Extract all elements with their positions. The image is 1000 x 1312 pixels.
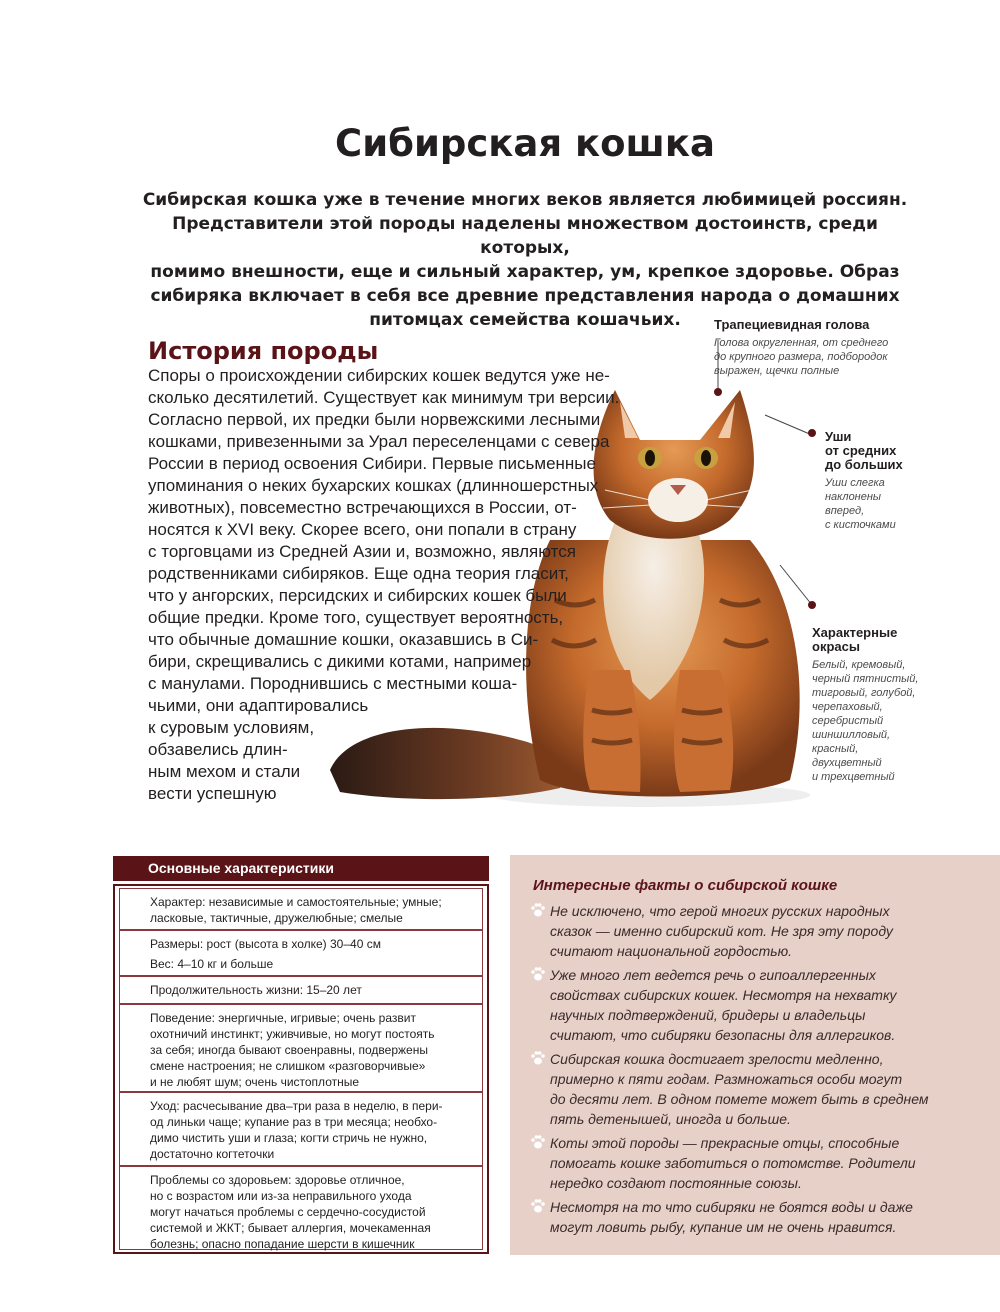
callout-head-note: Голова округленная, от среднего до крупного размера, подбородок выражен, щечки полные	[714, 337, 889, 377]
callout-dot-head	[714, 388, 722, 396]
fact-item: Сибирская кошка достигает зрелости медленно, примерно к пяти годам. Размножаться особи могут до десяти лет. В одном помете может быть в среднем пять детенышей, иногда и больше.	[530, 1049, 990, 1129]
history-line: России в период освоения Сибири. Первые письменные	[148, 454, 596, 473]
characteristics-row: Размеры: рост (высота в холке) 30–40 см Вес: 4–10 кг и больше	[119, 930, 483, 976]
history-line: животных), повсеместно встречающихся в России, от-	[148, 498, 577, 517]
characteristics-row: Характер: независимые и самостоятельные; умные; ласковые, тактичные, дружелюбные; смелые	[119, 888, 483, 930]
fact-item: Уже много лет ведется речь о гипоаллергенных свойствах сибирских кошек. Несмотря на нехватку научных подтверждений, бридеры и владельцы считают, что сибиряки безопасны для аллергиков.	[530, 965, 990, 1045]
lead-line: помимо внешности, еще и сильный характер, ум, крепкое здоровье. Образ	[150, 262, 900, 282]
history-line: сколько десятилетий. Существует как минимум три версии.	[148, 388, 620, 407]
history-line: Согласно первой, их предки были норвежскими лесными	[148, 410, 601, 429]
paw-icon	[530, 902, 546, 918]
lead-line: Представители этой породы наделены множеством достоинств, среди которых,	[172, 214, 878, 258]
callout-dot-ears	[808, 429, 816, 437]
fact-item: Несмотря на то что сибиряки не боятся воды и даже могут ловить рыбу, купание им не очень нравится.	[530, 1197, 990, 1237]
history-line: бири, скрещивались с дикими котами, например	[148, 652, 532, 671]
lead-paragraph	[125, 188, 925, 332]
history-line: что обычные домашние кошки, оказавшись в Си-	[148, 630, 539, 649]
facts-panel	[510, 855, 1000, 1255]
fact-item: Не исключено, что герой многих русских народных сказок — именно сибирский кот. Не зря эту породу считают национальной гордостью.	[530, 901, 990, 961]
lead-line: сибиряка включает в себя все древние представления народа о домашних	[150, 286, 900, 306]
characteristics-row: Уход: расчесывание два–три раза в неделю, в пери- од линьки чаще; купание раз в три месяца; необхо- димо чистить уши и глаза; когти стричь не нужно, достаточно когтеточки	[119, 1092, 483, 1166]
callout-colors-note: Белый, кремовый, черный пятнистый, тигровый, голубой, черепаховый, серебристый шиншилловый, красный, двухцветный и трехцветный	[812, 659, 919, 783]
history-line: к суровым условиям,	[148, 718, 315, 737]
characteristics-heading: Основные характеристики	[113, 856, 489, 881]
history-line: что у ангорских, персидских и сибирских кошек были	[148, 586, 567, 605]
characteristics-row: Продолжительность жизни: 15–20 лет	[119, 976, 483, 1004]
lead-line: Сибирская кошка уже в течение многих веков является любимицей россиян.	[142, 190, 908, 210]
history-line: обзавелись длин-	[148, 740, 288, 759]
page-title: Сибирская кошка	[335, 122, 715, 165]
callout-head-title: Трапециевидная голова	[714, 317, 870, 332]
paw-icon	[530, 1198, 546, 1214]
characteristics-row: Поведение: энергичные, игривые; очень развит охотничий инстинкт; уживчивые, но могут постоять за себя; иногда бывают своенравны, подвержены смене настроения; не слишком «разговорчивые» и не любят шум; очень чистоплотные	[119, 1004, 483, 1092]
paw-icon	[530, 1050, 546, 1066]
history-line: носятся к XVI веку. Скорее всего, они попали в страну	[148, 520, 577, 539]
paw-icon	[530, 1134, 546, 1150]
characteristics-table	[113, 884, 489, 1254]
history-line: с манулами. Породнившись с местными коша-	[148, 674, 518, 693]
characteristics-row: Проблемы со здоровьем: здоровье отличное, но с возрастом или из-за неправильного ухода могут начаться проблемы с сердечно-сосудистой системой и ЖКТ; бывает аллергия, мочекаменная болезнь; опасно попадание шерсти в кишечник	[119, 1166, 483, 1250]
callout-ears-title: Уши от средних до больших	[825, 429, 903, 472]
paw-icon	[530, 966, 546, 982]
history-heading: История породы	[148, 337, 379, 365]
history-line: ным мехом и стали	[148, 762, 301, 781]
history-line: Споры о происхождении сибирских кошек ведутся уже не-	[148, 366, 610, 385]
callout-ears-note: Уши слегка наклонены вперед, с кисточками	[825, 477, 896, 531]
history-line: родственниками сибиряков. Еще одна теория гласит,	[148, 564, 569, 583]
history-line: общие предки. Кроме того, существует вероятность,	[148, 608, 564, 627]
history-line: кошками, привезенными за Урал переселенцами с севера	[148, 432, 610, 451]
history-line: чьими, они адаптировались	[148, 696, 369, 715]
facts-heading: Интересные факты о сибирской кошке	[533, 877, 838, 894]
history-line: упоминания о неких бухарских кошках (длинношерстных	[148, 476, 599, 495]
callout-dot-colors	[808, 601, 816, 609]
lead-line: питомцах семейства кошачьих.	[369, 310, 681, 330]
history-line: вести успешную	[148, 784, 277, 803]
callout-colors-title: Характерные окрасы	[812, 625, 898, 654]
fact-item: Коты этой породы — прекрасные отцы, способные помогать кошке заботиться о потомстве. Родители нередко создают постоянные союзы.	[530, 1133, 990, 1193]
history-line: с торговцами из Средней Азии и, возможно, являются	[148, 542, 576, 561]
